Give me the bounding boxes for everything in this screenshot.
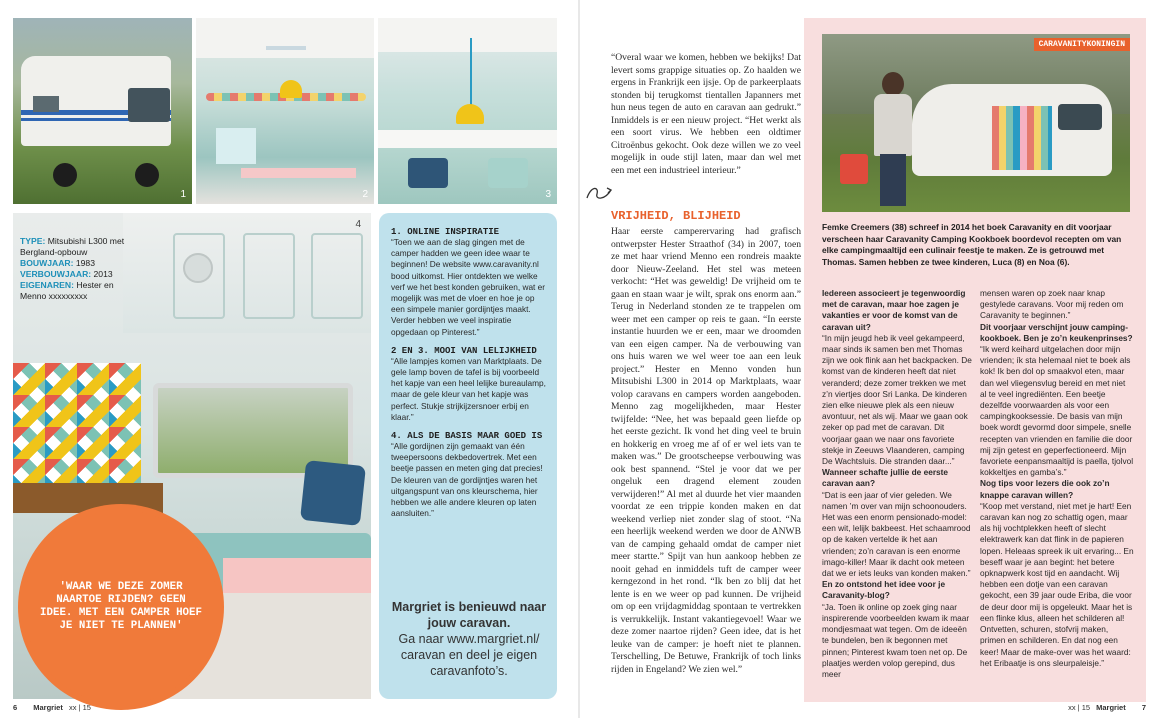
tip-text: “Alle gordijnen zijn gemaakt van één tweepersoons dekbedovertrek. Met een beetje passen en meten ging dat precies! De kleuren van de gordijntjes waren het uitgangspunt van ons kleurschema, hier hebben we alle andere kleuren op laten aansluiten.” bbox=[391, 441, 543, 519]
tag-label: CARAVANITYKONINGIN bbox=[1034, 38, 1130, 51]
answer: “Koop met verstand, niet met je hart! Een caravan kan nog zo schattig ogen, maar als hij vochtplekken heeft of slecht elektrawerk kan dat flink in de papieren lopen. Heleaas spreek ik uit ervaring... En beseff waar je aan begint: het betere opknapwerk kost tijd en aandacht. Wij hebben een dotje van een caravan gekocht, een 39 jaar oude Eriba, die voor de deur door mij is opgeleukt. Maar het is een flinke klus, alleen het schilderen al! Ontvetten, schuren, stofvrij maken, primen en schilderen. En dat nog een keer! Maar de make-over was het waard: het Eribaatje is ons sleurpaleisje.” bbox=[980, 500, 1134, 668]
tip-text: “Alle lampjes komen van Marktplaats. De gele lamp boven de tafel is bij voorbeeld het kapje van een heel lelijke bureaulamp, maar de gele kleur van het kapje was perfect. Stukje strijkijzersnoer erbij en klaar.” bbox=[391, 355, 546, 422]
callout bbox=[391, 599, 547, 679]
question: Iedereen associeert je tegenwoordig met de caravan, maar hoe zagen je vakanties er voor de komst van de caravan uit? bbox=[822, 288, 966, 332]
page-number: 7 bbox=[1141, 703, 1146, 712]
answer: “In mijn jeugd heb ik veel gekampeerd, maar sinds ik samen ben met Thomas zijn we ook flink aan het backpacken. De komst van de kinderen heeft dat niet veranderd; deze zomer trekken we met z’n viertjes door Sri Lanka. De kinderen zien elke nieuwe plek als een nieuw avontuur, net als wij. Maar we gaan ook zeker op pad met de caravan. Dit voorjaar gaan we naar ons favoriete stekje in Zeeuws Vlaanderen, camping De Wachtsluis. Die stranden daar...” bbox=[822, 332, 972, 467]
spec-row: VERBOUWJAAR: 2013 bbox=[20, 269, 113, 279]
qa-item bbox=[980, 288, 1134, 322]
photo-femke-caravan bbox=[822, 34, 1130, 212]
tip-heading: 2 EN 3. MOOI VAN LELIJKHEID bbox=[391, 345, 537, 356]
tip-item bbox=[391, 346, 547, 423]
magazine-name: Margriet bbox=[1096, 703, 1126, 712]
tip-item bbox=[391, 431, 547, 519]
spec-row: TYPE: Mitsubishi L300 met Bergland-opbouw bbox=[20, 236, 125, 257]
quote-badge-text: 'WAAR WE DEZE ZOMER NAARTOE RIJDEN? GEEN IDEE. MET EEN CAMPER HOEF JE NIET TE PLANNEN' bbox=[40, 581, 202, 632]
tip-heading: 4. ALS DE BASIS MAAR GOED IS bbox=[391, 431, 543, 442]
right-page bbox=[804, 18, 1146, 702]
magazine-name: Margriet bbox=[33, 703, 63, 712]
specs-box bbox=[20, 236, 142, 302]
photo-number: 1 bbox=[180, 189, 186, 200]
question: Nog tips voor lezers die ook zo’n knappe caravan willen? bbox=[980, 478, 1110, 500]
qa-item bbox=[822, 288, 972, 467]
left-page bbox=[0, 0, 578, 718]
tip-heading: 1. ONLINE INSPIRATIE bbox=[391, 227, 500, 237]
photo-number: 2 bbox=[362, 189, 368, 200]
squiggle-icon bbox=[585, 184, 613, 206]
qa-item bbox=[980, 322, 1134, 479]
answer: “Dat is een jaar of vier geleden. We namen ’m over van mijn schoonouders. Het was een enorm pensionado-model: een wit, lelijk bakbeest. Het schaamrood op de kaken vertelde ik het aan vrienden; zo’n caravan is een enorme imago-killer! Maar ik dacht ook meteen dat we er iets leuks van konden maken.” bbox=[822, 489, 971, 579]
photo-interior-lamp bbox=[196, 18, 374, 204]
question: Wanneer schafte jullie de eerste caravan aan? bbox=[822, 467, 949, 489]
question: En zo ontstond het idee voor je Caravanity-blog? bbox=[822, 579, 946, 601]
photo-caption: Femke Creemers (38) schreef in 2014 het boek Caravanity en dit voorjaar verscheen haar Caravanity Camping Kookboek boordevol recepten om van elke campingmaaltijd een culinair feestje te maken. Ze is getrouwd met Thomas. Samen hebben ze twee kinderen, Luca (8) en Noa (6). bbox=[822, 222, 1122, 267]
answer: mensen waren op zoek naar knap gestylede caravans. Voor mij reden om Caravanity te beginnen.” bbox=[980, 288, 1124, 321]
tip-text: “Toen we aan de slag gingen met de camper hadden we geen idee waar te beginnen! De website www.caravanity.nl bood uitkomst. Hier ontdekten we welke verf we het best konden gebruiken, wat er mogelijk was met de vloer en hoe je op een simpele manier gordijntjes maakt. Verder hebben we veel inspiratie opgedaan op Pinterest.” bbox=[391, 237, 546, 337]
page-fold bbox=[578, 0, 580, 718]
tips-box bbox=[379, 213, 557, 699]
qa-item bbox=[980, 478, 1134, 668]
section-title: VRIJHEID, BLIJHEID bbox=[611, 209, 741, 223]
intro-paragraph-col: “Overal waar we komen, hebben we bekijks! Dat levert soms grappige situaties op. Zo haalden we ergens in Frankrijk een ijsje. Op de parkeerplaats stonden bij terugkomst tientallen Japanners met hun neus tegen de auto en caravan aan gedrukt.” Inmiddels is er een nieuw project. “Het werkt als een soort virus. We hebben een oldtimer Citroënbus gekocht. Ook deze willen we zo veel mogelijk in oude stijl laten, maar dan wel met een met een industrieel interieur.” bbox=[611, 52, 801, 176]
spec-row: EIGENAREN: Hester en Menno xxxxxxxxx bbox=[20, 280, 114, 301]
question: Dit voorjaar verschijnt jouw camping-kookboek. Ben je zo’n keukenprinses? bbox=[980, 321, 1133, 343]
quote-badge bbox=[24, 510, 218, 704]
page-number: 6 bbox=[13, 703, 18, 712]
qa-item bbox=[822, 579, 972, 680]
photo-number: 4 bbox=[355, 219, 361, 230]
footer-right bbox=[1068, 703, 1146, 712]
callout-text: Ga naar www.margriet.nl/ caravan en deel je eigen caravanfoto’s. bbox=[398, 632, 540, 678]
answer: “Ik werd keihard uitgelachen door mijn vrienden; ík sta helemaal niet te boek als kok! Ik ben dol op smaakvol eten, maar dan wel vliegensvlug bereid en met niet al te veel ingrediënten. Een beetje dezelfde voorwaarden als voor een campingkooksessie. De basis van mijn boek wordt gevormd door simpele, snelle recepten van vrienden en familie die door mij zijn getest en geperfectioneerd. Mijn favoriete eenpansmaaltijd is paella, tjolvol kokkeltjes en gamba’s.” bbox=[980, 344, 1134, 478]
photo-number: 3 bbox=[545, 189, 551, 200]
interview-col-1 bbox=[822, 288, 972, 690]
photo-camper-exterior bbox=[13, 18, 192, 204]
issue: xx | 15 bbox=[68, 703, 91, 712]
patterned-curtain bbox=[13, 363, 141, 503]
footer-left bbox=[13, 703, 91, 712]
answer: “Ja. Toen ik online op zoek ging naar inspirerende voorbeelden kwam ik maar mondjesmaat wat tegen. Om de ideeën te bundelen, ben ik begonnen met pinnen; Pinterest kwam toen net op. De plaatjes werden volop gerepind, dus meer bbox=[822, 601, 970, 679]
spec-row: BOUWJAAR: 1983 bbox=[20, 258, 95, 268]
article-body: Haar eerste camperervaring had grafisch ontwerpster Hester Straathof (34) in 2007, toen ze met haar vriend Menno een rondreis maakte door Nieuw-Zeeland. Het stel was meteen verkocht: “Het was geweldig! De vrijheid om te gaan en staan waar je wilt, sprak ons enorm aan.” Terug in Nederland stonden ze te trappelen om weer met een camper op reis te gaan. “In eerste instantie huurden we er een, maar we droomden van een eigen camper. Na de verbouwing van ons huis waren we wel weer toe aan een leuk project.” Hester en Menno vonden hun Mitsubishi L300 in 2014 op Marktplaats, waar volop caravans en campers worden aangeboden. Menno zag mogelijkheden, maar Hester twijfelde: “Nee, het was bepaald geen liefde op het eerste gezicht. Ik vond het ding veel te bruin en hokkerig en vroeg me af of er wel iets van te maken was.” De grootscheepse verbouwing was ook best spannend. “Stel je voor dat we per ongeluk een dragend element zouden verwijderen!” Al met al duurde het vier maanden voordat ze een trippie konden maken en dat weekend verliep niet zonder slag of stoot. “Na een heerlijk weekend werden we door de ANWB van de camping gehaald omdat de camper niet meer startte.” Spijt van hun aankoop hebben ze nooit gehad en inmiddels tuft de camper weer kerngezond in het rond. “Ik ben zo blij dat het lente is en we weer op pad kunnen. De vrijheid om op een vrijdagmiddag spontaan te vertrekken is verrukkelijk. Instant vakantiegevoel! Waar we deze zomer naartoe rijden? Geen idee, dat is het leuke van de camper: je hoeft niet te plannen. Terschelling, De Betuwe, Frankrijk of toch links rijden in Engeland? We zien wel.” bbox=[611, 226, 801, 675]
qa-item bbox=[822, 467, 972, 579]
callout-bold: Margriet is benieuwd naar jouw caravan. bbox=[391, 600, 547, 630]
issue: xx | 15 bbox=[1068, 703, 1091, 712]
photo-interior-table bbox=[378, 18, 557, 204]
interview-col-2 bbox=[980, 288, 1134, 690]
tip-item bbox=[391, 227, 547, 338]
